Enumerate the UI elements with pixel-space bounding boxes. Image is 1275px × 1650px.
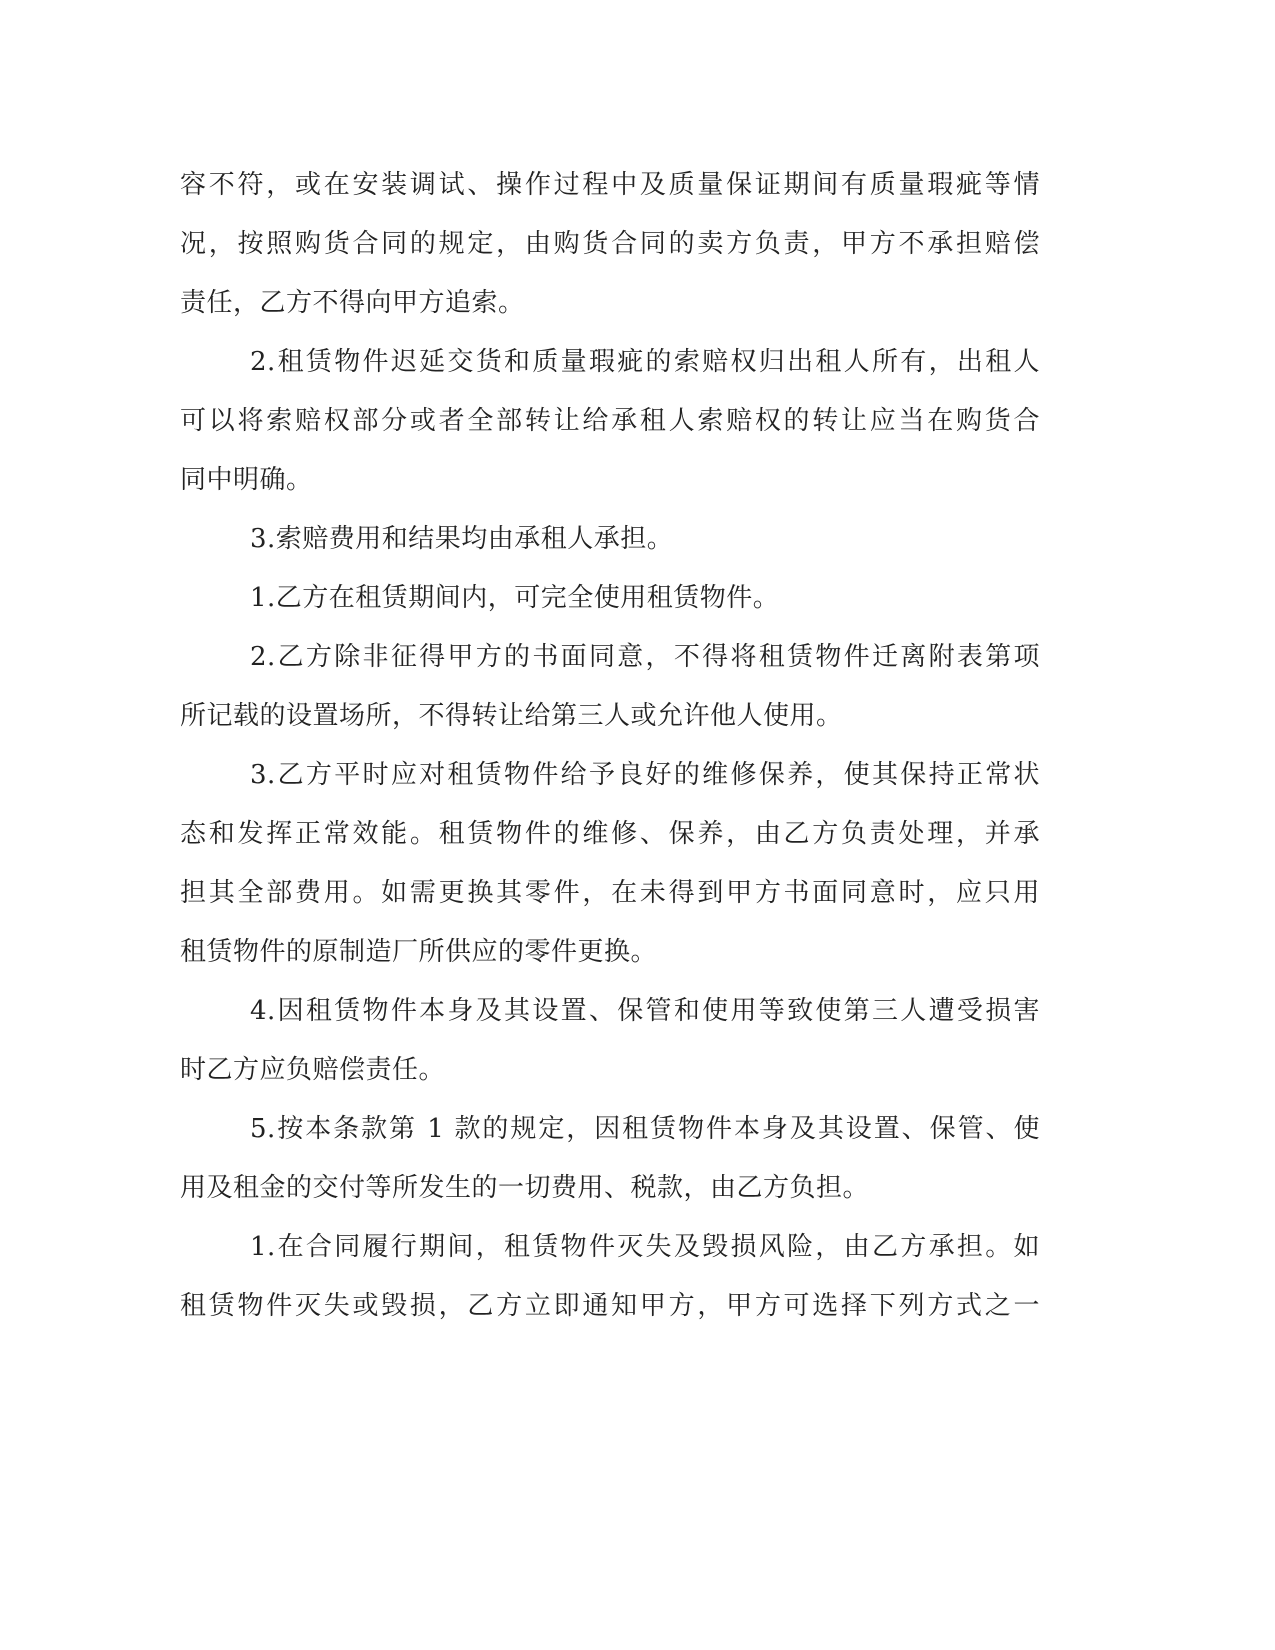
text-line: 容不符，或在安装调试、操作过程中及质量保证期间有质量瑕疵等情	[180, 170, 1040, 200]
text-line: 2.乙方除非征得甲方的书面同意，不得将租赁物件迁离附表第项	[250, 642, 1040, 672]
text-line: 责任，乙方不得向甲方追索。	[180, 288, 525, 318]
text-line: 所记载的设置场所，不得转让给第三人或允许他人使用。	[180, 701, 843, 731]
text-line: 租赁物件的原制造厂所供应的零件更换。	[180, 937, 658, 967]
document-body	[180, 156, 1040, 1336]
text-line: 担其全部费用。如需更换其零件，在未得到甲方书面同意时，应只用	[180, 878, 1040, 908]
text-line: 5.按本条款第 1 款的规定，因租赁物件本身及其设置、保管、使	[250, 1114, 1040, 1144]
text-line: 1.乙方在租赁期间内，可完全使用租赁物件。	[250, 583, 780, 613]
text-line: 4.因租赁物件本身及其设置、保管和使用等致使第三人遭受损害	[250, 996, 1040, 1026]
text-line: 3.乙方平时应对租赁物件给予良好的维修保养，使其保持正常状	[250, 760, 1040, 790]
text-line: 同中明确。	[180, 465, 313, 495]
text-line: 租赁物件灭失或毁损，乙方立即通知甲方，甲方可选择下列方式之一	[180, 1291, 1040, 1321]
text-line: 2.租赁物件迟延交货和质量瑕疵的索赔权归出租人所有，出租人	[250, 347, 1040, 377]
text-line: 1.在合同履行期间，租赁物件灭失及毁损风险，由乙方承担。如	[250, 1232, 1040, 1262]
text-line: 用及租金的交付等所发生的一切费用、税款，由乙方负担。	[180, 1173, 870, 1203]
text-line: 可以将索赔权部分或者全部转让给承租人索赔权的转让应当在购货合	[180, 406, 1040, 436]
text-line: 时乙方应负赔偿责任。	[180, 1055, 446, 1085]
text-line: 3.索赔费用和结果均由承租人承担。	[250, 524, 674, 554]
text-line: 态和发挥正常效能。租赁物件的维修、保养，由乙方负责处理，并承	[180, 819, 1040, 849]
text-line: 况，按照购货合同的规定，由购货合同的卖方负责，甲方不承担赔偿	[180, 229, 1040, 259]
